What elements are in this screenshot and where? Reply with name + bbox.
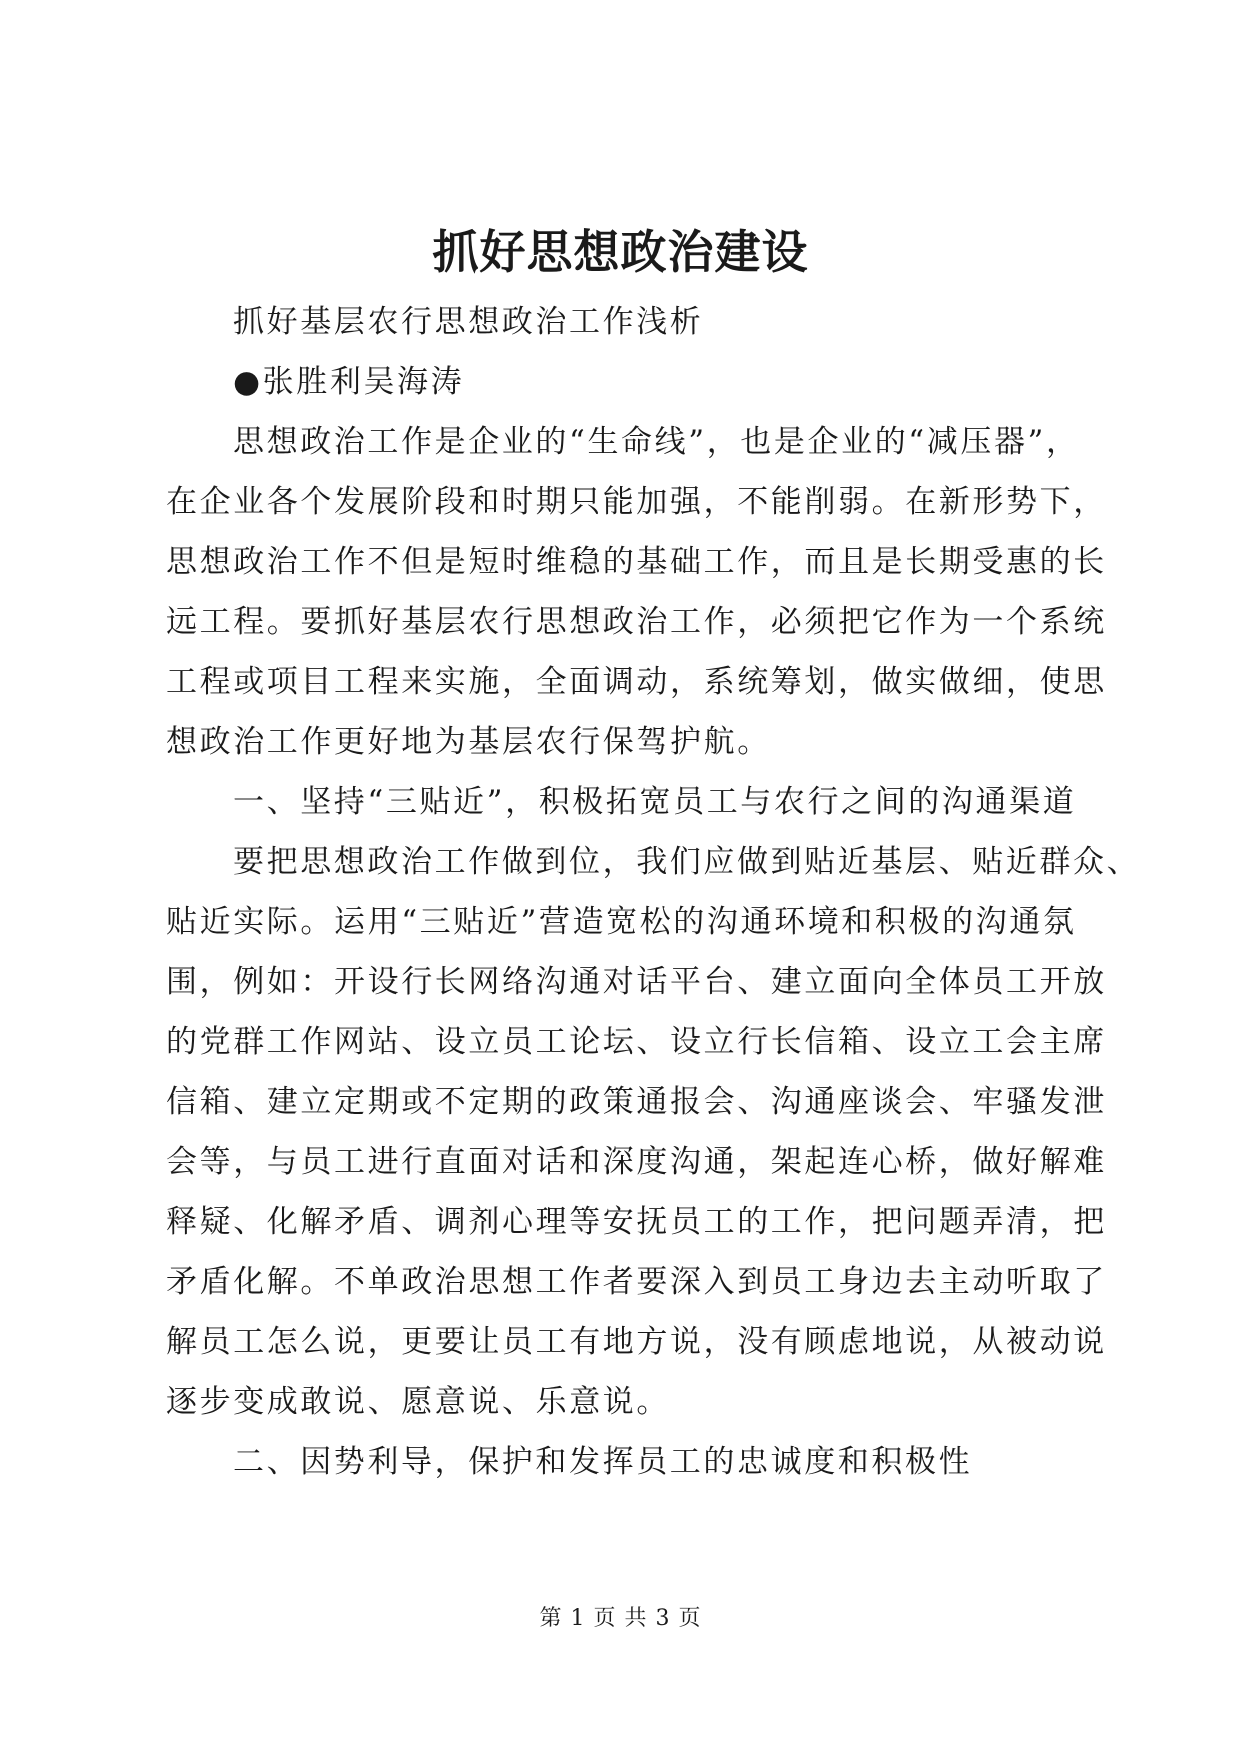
paragraph-line: 会等，与员工进行直面对话和深度沟通，架起连心桥，做好解难 — [166, 1144, 1107, 1180]
page-number-footer: 第 1 页 共 3 页 — [539, 1606, 702, 1631]
paragraph-line: 要把思想政治工作做到位，我们应做到贴近基层、贴近群众、 — [233, 844, 1141, 880]
section-heading-2: 二、因势利导，保护和发挥员工的忠诚度和积极性 — [233, 1444, 973, 1480]
paragraph-line: 远工程。要抓好基层农行思想政治工作，必须把它作为一个系统 — [166, 604, 1107, 640]
paragraph-line: 释疑、化解矛盾、调剂心理等安抚员工的工作，把问题弄清，把 — [166, 1204, 1107, 1240]
section-heading-1: 一、坚持“三贴近”，积极拓宽员工与农行之间的沟通渠道 — [233, 784, 1077, 820]
paragraph-line: 的党群工作网站、设立员工论坛、设立行长信箱、设立工会主席 — [166, 1024, 1107, 1060]
paragraph-line: 逐步变成敢说、愿意说、乐意说。 — [166, 1384, 670, 1420]
paragraph-line: 贴近实际。运用“三贴近”营造宽松的沟通环境和积极的沟通氛 — [166, 904, 1077, 940]
paragraph-line: 信箱、建立定期或不定期的政策通报会、沟通座谈会、牢骚发泄 — [166, 1084, 1107, 1120]
paragraph-line: 围，例如：开设行长网络沟通对话平台、建立面向全体员工开放 — [166, 964, 1107, 1000]
paragraph-line: 工程或项目工程来实施，全面调动，系统筹划，做实做细，使思 — [166, 664, 1107, 700]
paragraph-line: 思想政治工作是企业的“生命线”，也是企业的“减压器”， — [233, 424, 1080, 460]
paragraph-2 — [166, 832, 1141, 1432]
document-body — [166, 292, 1141, 1492]
paragraph-line: 思想政治工作不但是短时维稳的基础工作，而且是长期受惠的长 — [166, 544, 1107, 580]
paragraph-line: 解员工怎么说，更要让员工有地方说，没有顾虑地说，从被动说 — [166, 1324, 1107, 1360]
document-subtitle: 抓好基层农行思想政治工作浅析 — [233, 304, 704, 340]
paragraph-line: 想政治工作更好地为基层农行保驾护航。 — [166, 724, 771, 760]
paragraph-line: 矛盾化解。不单政治思想工作者要深入到员工身边去主动听取了 — [166, 1264, 1107, 1300]
paragraph-line: 在企业各个发展阶段和时期只能加强，不能削弱。在新形势下， — [166, 484, 1107, 520]
paragraph-1 — [166, 412, 1107, 772]
document-authors: ●张胜利吴海涛 — [233, 364, 465, 400]
document-title: 抓好思想政治建设 — [432, 225, 809, 279]
